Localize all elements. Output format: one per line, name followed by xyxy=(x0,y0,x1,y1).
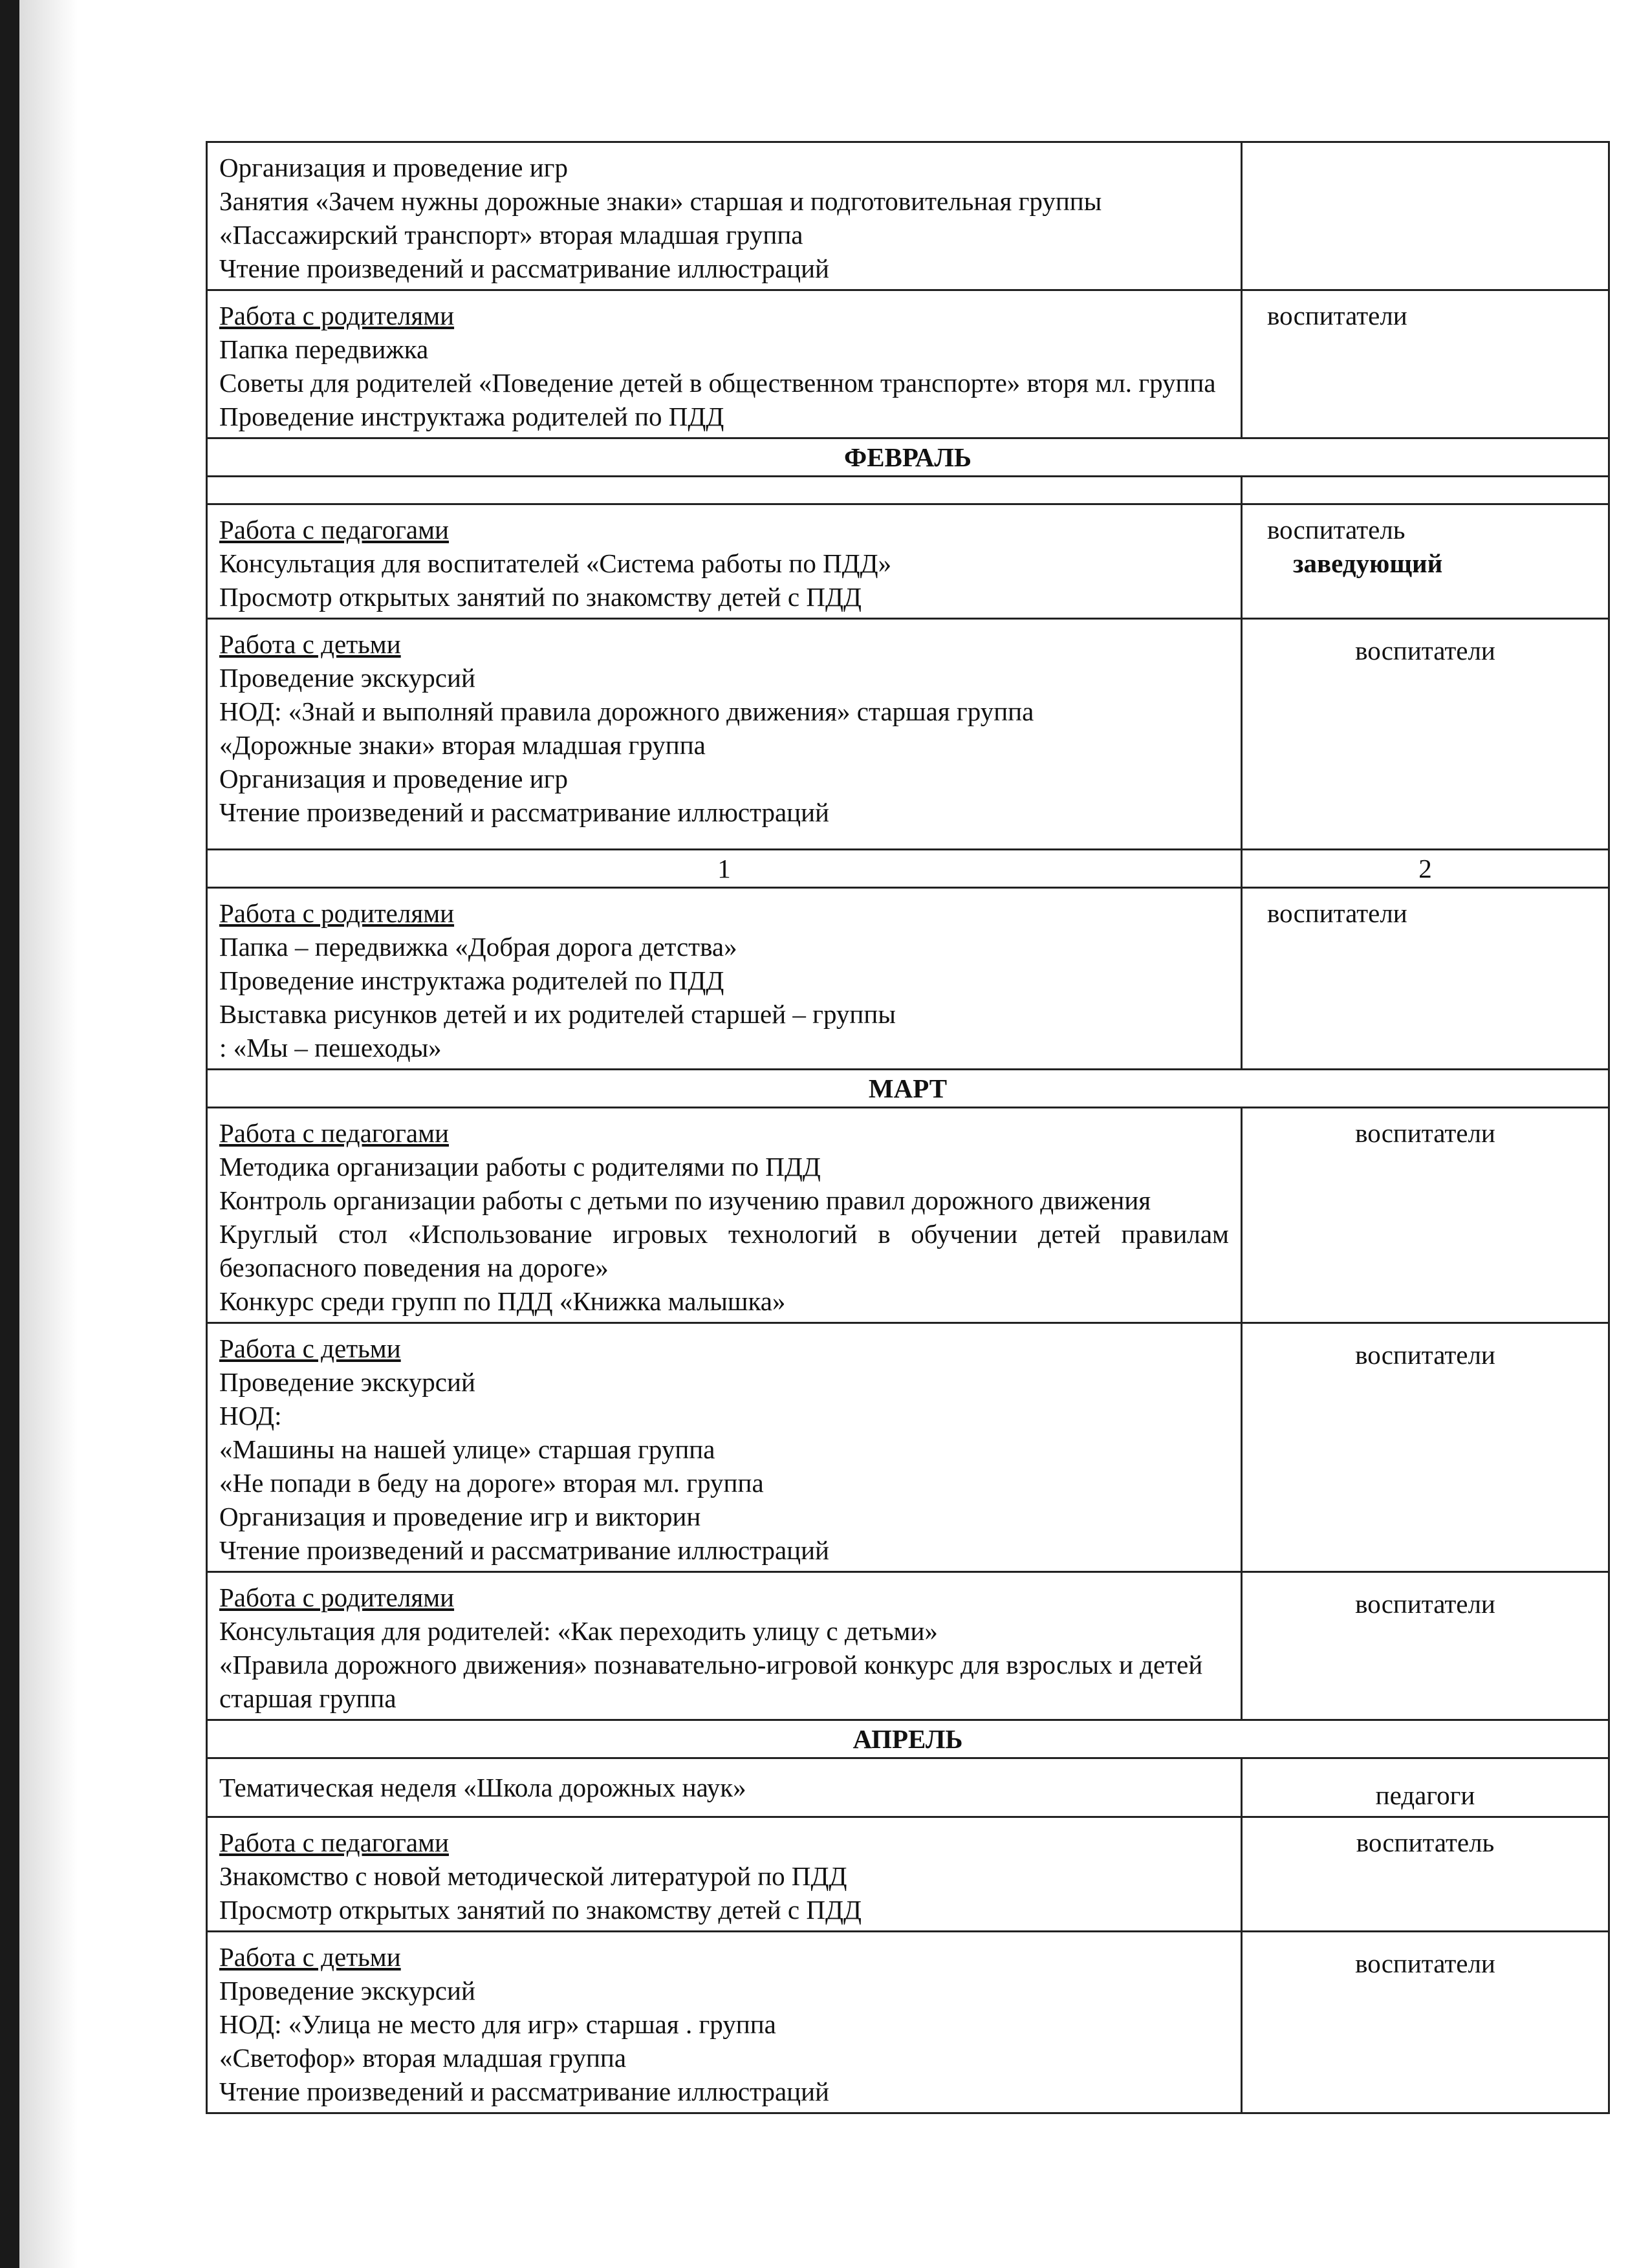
month-title: АПРЕЛЬ xyxy=(207,1720,1609,1758)
activity-line: Чтение произведений и рассматривание иллюстраций xyxy=(219,2077,829,2106)
table-row xyxy=(207,888,1609,1070)
activity-line: НОД: «Улица не место для игр» старшая . группа xyxy=(219,2009,776,2039)
activity-line: Советы для родителей «Поведение детей в общественном транспорте» вторя мл. группа xyxy=(219,368,1216,398)
activity-line: Проведение экскурсий xyxy=(219,1976,475,2005)
section-title: Работа с родителями xyxy=(219,1582,455,1612)
activity-line: НОД: «Знай и выполняй правила дорожного движения» старшая группа xyxy=(219,697,1034,726)
responsible-cell xyxy=(1242,504,1609,619)
activity-cell xyxy=(207,1932,1242,2113)
responsible-text: воспитатели xyxy=(1355,1949,1495,1978)
responsible-cell xyxy=(1242,888,1609,1070)
page-number-row xyxy=(207,850,1609,888)
activity-line: «Машины на нашей улице» старшая группа xyxy=(219,1434,715,1464)
activity-cell xyxy=(207,1758,1242,1817)
responsible-cell xyxy=(1242,619,1609,850)
responsible-cell xyxy=(1242,1108,1609,1323)
responsible-text: воспитатели xyxy=(1355,1340,1495,1370)
responsible-text: педагоги xyxy=(1375,1780,1475,1810)
responsible-cell xyxy=(1242,290,1609,438)
month-header-row xyxy=(207,438,1609,477)
empty-cell xyxy=(1242,477,1609,504)
responsible-text: заведующий xyxy=(1293,548,1443,578)
activity-line: Консультация для воспитателей «Система работы по ПДД» xyxy=(219,548,892,578)
table-row xyxy=(207,142,1609,290)
responsible-text: воспитатели xyxy=(1267,301,1407,330)
activity-line: Методика организации работы с родителями по ПДД xyxy=(219,1152,821,1182)
responsible-cell xyxy=(1242,1323,1609,1572)
table-row xyxy=(207,1572,1609,1720)
responsible-cell xyxy=(1242,1932,1609,2113)
table-row xyxy=(207,1323,1609,1572)
activity-cell xyxy=(207,1817,1242,1932)
page-number-right: 2 xyxy=(1418,854,1432,883)
table-row xyxy=(207,1817,1609,1932)
activity-line: Знакомство с новой методической литературой по ПДД xyxy=(219,1861,847,1891)
section-title: Работа с педагогами xyxy=(219,1118,449,1148)
activity-line: Чтение произведений и рассматривание иллюстраций xyxy=(219,254,829,283)
page-number-cell xyxy=(1242,850,1609,888)
responsible-text: воспитатели xyxy=(1355,1589,1495,1619)
activity-line: Просмотр открытых занятий по знакомству детей с ПДД xyxy=(219,582,862,612)
section-title: Работа с детьми xyxy=(219,1942,401,1972)
table-row xyxy=(207,619,1609,850)
activity-line: Проведение экскурсий xyxy=(219,1367,475,1397)
table-row xyxy=(207,290,1609,438)
activity-cell xyxy=(207,1572,1242,1720)
section-title: Работа с родителями xyxy=(219,301,455,330)
activity-line: «Дорожные знаки» вторая младшая группа xyxy=(219,730,706,760)
responsible-cell xyxy=(1242,1572,1609,1720)
page-number-cell xyxy=(207,850,1242,888)
responsible-cell xyxy=(1242,1758,1609,1817)
activity-line: Организация и проведение игр и викторин xyxy=(219,1502,701,1531)
activity-cell xyxy=(207,1108,1242,1323)
plan-table xyxy=(206,141,1610,2114)
activity-line: Чтение произведений и рассматривание иллюстраций xyxy=(219,797,829,827)
activity-line: Проведение инструктажа родителей по ПДД xyxy=(219,966,724,995)
month-title: ФЕВРАЛЬ xyxy=(207,438,1609,477)
empty-row xyxy=(207,477,1609,504)
activity-line: : «Мы – пешеходы» xyxy=(219,1033,442,1063)
section-title: Работа с педагогами xyxy=(219,515,449,545)
section-title: Работа с педагогами xyxy=(219,1828,449,1857)
activity-line: Папка – передвижка «Добрая дорога детства» xyxy=(219,932,737,962)
activity-line: Организация и проведение игр xyxy=(219,764,568,794)
activity-line: Контроль организации работы с детьми по изучению правил дорожного движения xyxy=(219,1185,1151,1215)
activity-line: Консультация для родителей: «Как переходить улицу с детьми» xyxy=(219,1616,938,1646)
activity-line: «Пассажирский транспорт» вторая младшая группа xyxy=(219,220,803,250)
activity-line: «Светофор» вторая младшая группа xyxy=(219,2043,627,2073)
activity-line: Просмотр открытых занятий по знакомству детей с ПДД xyxy=(219,1895,862,1925)
activity-line: Проведение инструктажа родителей по ПДД xyxy=(219,402,724,431)
activity-line: «Правила дорожного движения» познавательно-игровой конкурс для взрослых и детей старшая группа xyxy=(219,1650,1203,1713)
scan-border xyxy=(0,0,19,2268)
activity-line: Круглый стол «Использование игровых технологий в обучении детей правилам безопасного поведения на дороге» xyxy=(219,1219,1229,1282)
table-row xyxy=(207,504,1609,619)
responsible-text: воспитатели xyxy=(1267,898,1407,928)
activity-line: Чтение произведений и рассматривание иллюстраций xyxy=(219,1535,829,1565)
table-row xyxy=(207,1932,1609,2113)
responsible-text: воспитатель xyxy=(1356,1828,1495,1857)
activity-cell xyxy=(207,619,1242,850)
activity-cell xyxy=(207,1323,1242,1572)
responsible-cell xyxy=(1242,1817,1609,1932)
activity-line: Организация и проведение игр xyxy=(219,153,568,182)
activity-line: «Не попади в беду на дороге» вторая мл. группа xyxy=(219,1468,764,1498)
activity-cell xyxy=(207,290,1242,438)
activity-line: Проведение экскурсий xyxy=(219,663,475,693)
responsible-text: воспитатель xyxy=(1267,515,1406,545)
page-number-left: 1 xyxy=(717,854,731,883)
activity-line: Папка передвижка xyxy=(219,334,429,364)
activity-line: Занятия «Зачем нужны дорожные знаки» старшая и подготовительная группы xyxy=(219,186,1102,216)
activity-cell xyxy=(207,888,1242,1070)
activity-cell xyxy=(207,504,1242,619)
activity-line: НОД: xyxy=(219,1401,282,1431)
section-title: Работа с родителями xyxy=(219,898,455,928)
activity-cell xyxy=(207,142,1242,290)
activity-line: Выставка рисунков детей и их родителей старшей – группы xyxy=(219,999,896,1029)
responsible-text: воспитатели xyxy=(1355,636,1495,665)
activity-line: Тематическая неделя «Школа дорожных наук» xyxy=(219,1773,746,1802)
scan-shadow xyxy=(19,0,78,2268)
empty-cell xyxy=(207,477,1242,504)
table-row xyxy=(207,1758,1609,1817)
month-header-row xyxy=(207,1720,1609,1758)
month-header-row xyxy=(207,1070,1609,1108)
responsible-cell xyxy=(1242,142,1609,290)
month-title: МАРТ xyxy=(207,1070,1609,1108)
activity-line: Конкурс среди групп по ПДД «Книжка малышка» xyxy=(219,1286,786,1316)
responsible-text: воспитатели xyxy=(1355,1118,1495,1148)
table-row xyxy=(207,1108,1609,1323)
section-title: Работа с детьми xyxy=(219,629,401,659)
section-title: Работа с детьми xyxy=(219,1334,401,1363)
